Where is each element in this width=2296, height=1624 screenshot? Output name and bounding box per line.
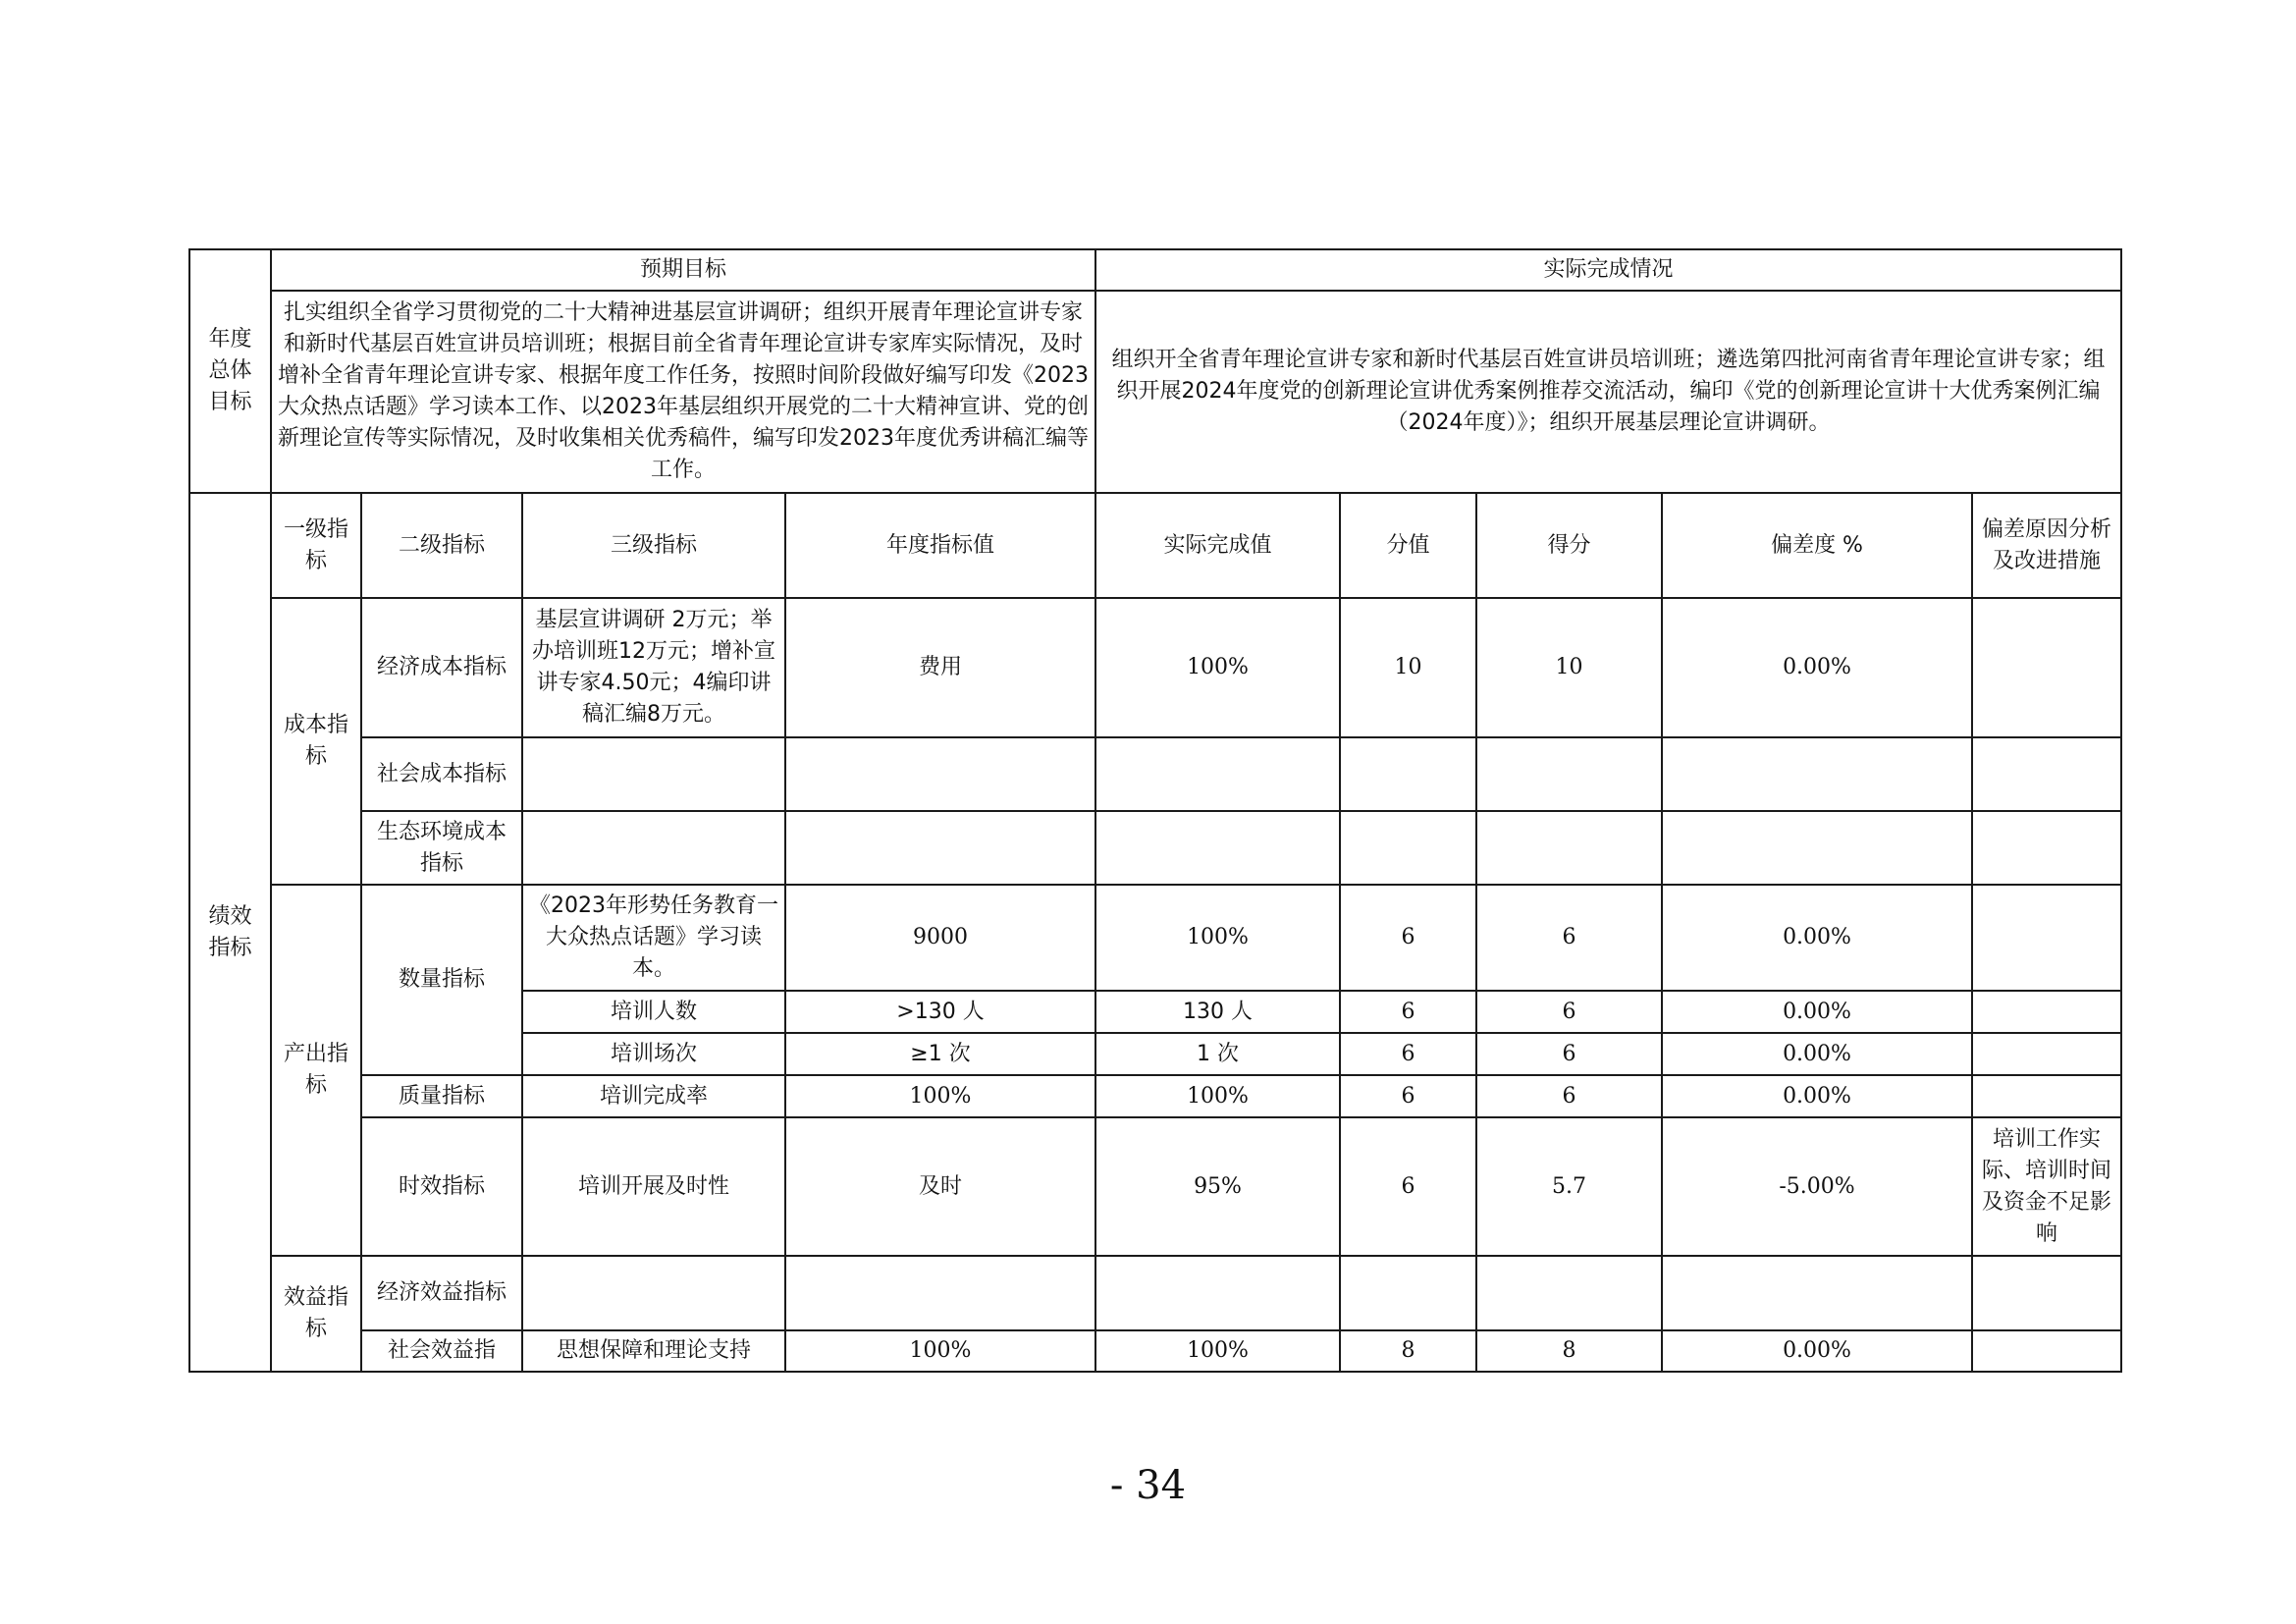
level3-cell: 培训场次 — [522, 1033, 785, 1075]
score-cell: 10 — [1476, 598, 1662, 737]
actual-cell: 1 次 — [1095, 1033, 1340, 1075]
level2-cell: 社会效益指 — [361, 1330, 522, 1372]
level3-cell: 培训完成率 — [522, 1075, 785, 1117]
table-row — [189, 598, 2121, 737]
reason-cell — [1972, 737, 2121, 811]
level3-cell: 思想保障和理论支持 — [522, 1330, 785, 1372]
col-header-level3: 三级指标 — [522, 493, 785, 598]
actual-cell — [1095, 737, 1340, 811]
level3-cell: 基层宣讲调研 2万元；举办培训班12万元；增补宣讲专家4.50元；4编印讲稿汇编8万元。 — [522, 598, 785, 737]
actual-cell: 100% — [1095, 1330, 1340, 1372]
expected-goal-text: 扎实组织全省学习贯彻党的二十大精神进基层宣讲调研；组织开展青年理论宣讲专家和新时代基层百姓宣讲员培训班；根据目前全省青年理论宣讲专家库实际情况，及时增补全省青年理论宣讲专家、根据年度工作任务，按照时间阶段做好编写印发《2023大众热点话题》学习读本工作、以2023年基层组织开展党的二十大精神宣讲、党的创新理论宣传等实际情况，及时收集相关优秀稿件，编写印发2023年度优秀讲稿汇编等工作。 — [271, 291, 1095, 493]
col-header-score: 得分 — [1476, 493, 1662, 598]
col-header-level2: 二级指标 — [361, 493, 522, 598]
deviation-cell: 0.00% — [1662, 1075, 1972, 1117]
level1-benefit: 效益指标 — [271, 1256, 361, 1372]
page-number: - 34 — [1109, 1463, 1187, 1508]
reason-cell — [1972, 1033, 2121, 1075]
goal-content-row — [189, 291, 2121, 493]
level3-cell — [522, 811, 785, 885]
col-header-weight: 分值 — [1340, 493, 1476, 598]
reason-cell — [1972, 811, 2121, 885]
weight-cell: 6 — [1340, 1033, 1476, 1075]
score-cell: 6 — [1476, 1075, 1662, 1117]
level3-cell: 《2023年形势任务教育一大众热点话题》学习读本。 — [522, 885, 785, 991]
target-cell: 及时 — [785, 1117, 1095, 1256]
target-cell: >130 人 — [785, 991, 1095, 1033]
target-cell: 费用 — [785, 598, 1095, 737]
reason-cell — [1972, 598, 2121, 737]
weight-cell: 6 — [1340, 991, 1476, 1033]
actual-cell — [1095, 811, 1340, 885]
level1-output: 产出指标 — [271, 885, 361, 1256]
reason-cell — [1972, 1330, 2121, 1372]
actual-completion-header: 实际完成情况 — [1095, 249, 2121, 291]
weight-cell: 6 — [1340, 885, 1476, 991]
level2-cell: 经济成本指标 — [361, 598, 522, 737]
deviation-cell: 0.00% — [1662, 1033, 1972, 1075]
weight-cell: 6 — [1340, 1075, 1476, 1117]
goal-header-row — [189, 249, 2121, 291]
score-cell: 8 — [1476, 1330, 1662, 1372]
reason-cell — [1972, 991, 2121, 1033]
target-cell — [785, 811, 1095, 885]
deviation-cell — [1662, 737, 1972, 811]
deviation-cell — [1662, 1256, 1972, 1330]
col-header-reason: 偏差原因分析及改进措施 — [1972, 493, 2121, 598]
actual-cell: 100% — [1095, 1075, 1340, 1117]
level2-cell: 生态环境成本指标 — [361, 811, 522, 885]
level2-cell: 时效指标 — [361, 1117, 522, 1256]
performance-table — [188, 248, 2122, 1373]
table-row — [189, 1117, 2121, 1256]
col-header-annual-target: 年度指标值 — [785, 493, 1095, 598]
reason-cell — [1972, 1075, 2121, 1117]
actual-cell — [1095, 1256, 1340, 1330]
deviation-cell: 0.00% — [1662, 991, 1972, 1033]
col-header-level1: 一级指标 — [271, 493, 361, 598]
table-row — [189, 737, 2121, 811]
target-cell — [785, 1256, 1095, 1330]
table-row — [189, 811, 2121, 885]
actual-cell: 95% — [1095, 1117, 1340, 1256]
reason-cell: 培训工作实际、培训时间及资金不足影响 — [1972, 1117, 2121, 1256]
actual-completion-text: 组织开全省青年理论宣讲专家和新时代基层百姓宣讲员培训班；遴选第四批河南省青年理论宣讲专家；组织开展2024年度党的创新理论宣讲优秀案例推荐交流活动，编印《党的创新理论宣讲十大优秀案例汇编（2024年度）》；组织开展基层理论宣讲调研。 — [1095, 291, 2121, 493]
performance-indicator-label: 绩效指标 — [189, 493, 271, 1372]
annual-goal-label: 年度总体目标 — [189, 249, 271, 493]
weight-cell: 10 — [1340, 598, 1476, 737]
weight-cell — [1340, 1256, 1476, 1330]
score-cell — [1476, 737, 1662, 811]
weight-cell — [1340, 811, 1476, 885]
target-cell: 100% — [785, 1075, 1095, 1117]
level1-cost: 成本指标 — [271, 598, 361, 885]
score-cell: 6 — [1476, 1033, 1662, 1075]
level2-cell: 经济效益指标 — [361, 1256, 522, 1330]
target-cell: 9000 — [785, 885, 1095, 991]
table-row — [189, 1075, 2121, 1117]
weight-cell — [1340, 737, 1476, 811]
deviation-cell: 0.00% — [1662, 885, 1972, 991]
level3-cell — [522, 737, 785, 811]
table-row — [189, 1256, 2121, 1330]
weight-cell: 8 — [1340, 1330, 1476, 1372]
reason-cell — [1972, 1256, 2121, 1330]
deviation-cell: -5.00% — [1662, 1117, 1972, 1256]
level3-cell: 培训人数 — [522, 991, 785, 1033]
table-row — [189, 885, 2121, 991]
level2-cell: 质量指标 — [361, 1075, 522, 1117]
deviation-cell — [1662, 811, 1972, 885]
expected-goal-header: 预期目标 — [271, 249, 1095, 291]
column-header-row — [189, 493, 2121, 598]
deviation-cell: 0.00% — [1662, 1330, 1972, 1372]
table-row — [189, 1330, 2121, 1372]
score-cell: 5.7 — [1476, 1117, 1662, 1256]
target-cell: 100% — [785, 1330, 1095, 1372]
score-cell: 6 — [1476, 885, 1662, 991]
level3-cell: 培训开展及时性 — [522, 1117, 785, 1256]
reason-cell — [1972, 885, 2121, 991]
deviation-cell: 0.00% — [1662, 598, 1972, 737]
score-cell — [1476, 811, 1662, 885]
actual-cell: 100% — [1095, 598, 1340, 737]
col-header-deviation: 偏差度 % — [1662, 493, 1972, 598]
actual-cell: 100% — [1095, 885, 1340, 991]
target-cell — [785, 737, 1095, 811]
target-cell: ≥1 次 — [785, 1033, 1095, 1075]
level2-cell: 社会成本指标 — [361, 737, 522, 811]
weight-cell: 6 — [1340, 1117, 1476, 1256]
col-header-actual-value: 实际完成值 — [1095, 493, 1340, 598]
score-cell — [1476, 1256, 1662, 1330]
score-cell: 6 — [1476, 991, 1662, 1033]
actual-cell: 130 人 — [1095, 991, 1340, 1033]
level3-cell — [522, 1256, 785, 1330]
level2-cell: 数量指标 — [361, 885, 522, 1075]
